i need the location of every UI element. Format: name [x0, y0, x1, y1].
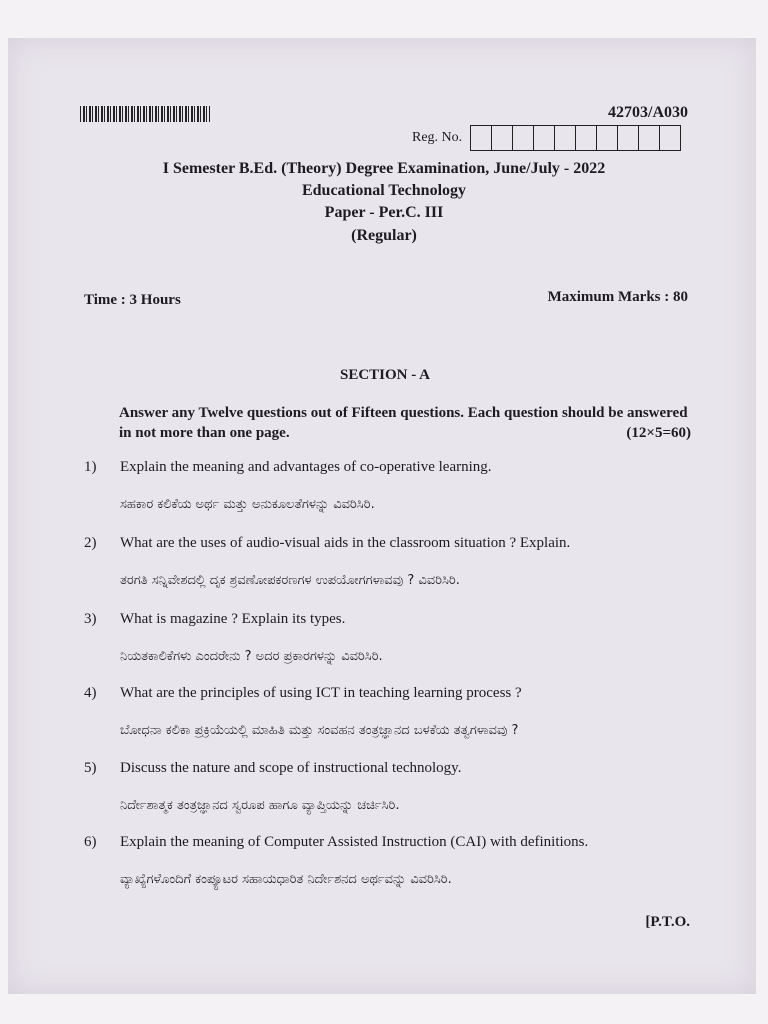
- question-text-en: What are the principles of using ICT in teaching learning process ?: [120, 685, 522, 701]
- question-number: 5): [84, 760, 97, 776]
- paper-code: 42703/A030: [608, 104, 688, 121]
- question-text-kn: ನಿರ್ದೇಶಾತ್ಮಕ ತಂತ್ರಜ್ಞಾನದ ಸ್ವರೂಪ ಹಾಗೂ ವ್ಯಾಪ್ತಿಯನ್ನು ಚರ್ಚಿಸಿರಿ.: [120, 798, 400, 813]
- exam-title: I Semester B.Ed. (Theory) Degree Examination, June/July - 2022: [162, 160, 606, 177]
- instruction-text: Answer any Twelve questions out of Fifteen questions. Each question should be answered in not more than one page.: [119, 405, 688, 441]
- question-text-en: What is magazine ? Explain its types.: [120, 611, 346, 627]
- time-allowed: Time : 3 Hours: [84, 292, 181, 308]
- question-text-kn: ನಿಯತಕಾಲಿಕೆಗಳು ಎಂದರೇನು ? ಅದರ ಪ್ರಕಾರಗಳನ್ನು ವಿವರಿಸಿರಿ.: [120, 649, 383, 664]
- reg-no-box: [617, 126, 638, 150]
- barcode: [80, 106, 210, 122]
- exam-subject: Educational Technology: [301, 182, 467, 199]
- reg-no-box: [638, 126, 659, 150]
- instruction-marks: (12×5=60): [626, 425, 691, 441]
- reg-no-box: [491, 126, 512, 150]
- question-number: 4): [84, 685, 97, 701]
- question-number: 2): [84, 535, 97, 551]
- reg-no-boxes: [470, 125, 681, 151]
- reg-no-label: Reg. No.: [412, 130, 463, 145]
- reg-no-box: [575, 126, 596, 150]
- question-number: 3): [84, 611, 97, 627]
- question-text-en: Discuss the nature and scope of instructional technology.: [120, 760, 462, 776]
- question-text-kn: ಬೋಧನಾ ಕಲಿಕಾ ಪ್ರಕ್ರಿಯೆಯಲ್ಲಿ ಮಾಹಿತಿ ಮತ್ತು ಸಂವಹನ ತಂತ್ರಜ್ಞಾನದ ಬಳಕೆಯ ತತ್ವಗಳಾವವು ?: [120, 723, 519, 738]
- reg-no-box: [533, 126, 554, 150]
- reg-no-box: [471, 126, 491, 150]
- question-text-en: Explain the meaning and advantages of co-operative learning.: [120, 459, 492, 475]
- section-instruction: [119, 403, 691, 443]
- question-number: 1): [84, 459, 97, 475]
- pto-label: [P.T.O.: [645, 914, 690, 930]
- exam-paper-name: Paper - Per.C. III: [324, 204, 444, 221]
- exam-type: (Regular): [351, 227, 417, 244]
- reg-no-box: [659, 126, 680, 150]
- question-text-en: Explain the meaning of Computer Assisted Instruction (CAI) with definitions.: [120, 834, 589, 850]
- question-text-en: What are the uses of audio-visual aids in the classroom situation ? Explain.: [120, 535, 571, 551]
- question-text-kn: ಸಹಕಾರ ಕಲಿಕೆಯ ಅರ್ಥ ಮತ್ತು ಅನುಕೂಲತೆಗಳನ್ನು ವಿವರಿಸಿರಿ.: [120, 497, 375, 512]
- max-marks: Maximum Marks : 80: [547, 289, 688, 305]
- question-number: 6): [84, 834, 97, 850]
- question-text-kn: ತರಗತಿ ಸನ್ನಿವೇಶದಲ್ಲಿ ದೃಕ ಶ್ರವಣೋಪಕರಣಗಳ ಉಪಯೋಗಗಳಾವವು ? ವಿವರಿಸಿರಿ.: [120, 573, 460, 588]
- question-text-kn: ವ್ಯಾಖ್ಯೆಗಳೊಂದಿಗೆ ಕಂಪ್ಯೂಟರ ಸಹಾಯಧಾರಿತ ನಿರ್ದೇಶನದ ಅರ್ಥವನ್ನು ವಿವರಿಸಿರಿ.: [120, 872, 452, 887]
- reg-no-box: [596, 126, 617, 150]
- reg-no-box: [512, 126, 533, 150]
- section-heading: SECTION - A: [339, 367, 431, 383]
- reg-no-box: [554, 126, 575, 150]
